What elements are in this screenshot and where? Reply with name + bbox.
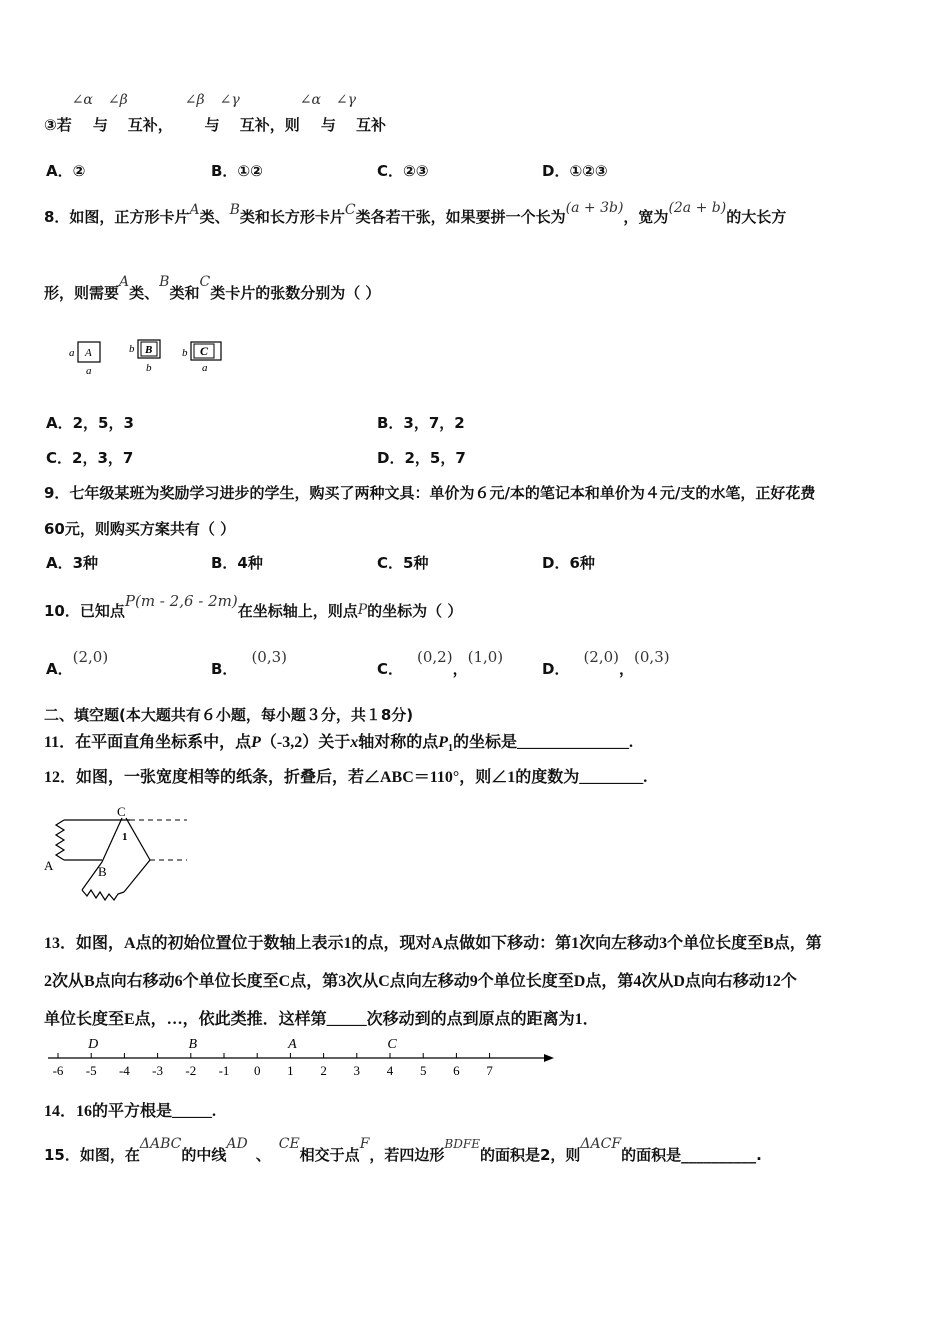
number-line-point-label: B [188,1037,198,1052]
fold-edge-right [126,818,150,860]
number-line-tick-label: -5 [85,1063,97,1078]
q10-text: 在坐标轴上，则点 [237,602,358,620]
q8-b2: B [159,274,170,290]
q7-angle-alpha: ∠α [71,92,93,108]
q10-option-b[interactable] [211,646,287,676]
fig-label-1: 1 [122,831,128,843]
number-line-arrow [544,1054,554,1062]
q10-c-value1: (0,2) [417,648,453,666]
q11-text: （-3,2）关于 [260,734,351,751]
q8-b: B [229,202,240,218]
q10-a-value: (2,0) [72,648,109,666]
q8-cards-figure [66,334,236,378]
q8-text: 的大长方 [726,208,787,226]
q8-text: 类、 [199,208,230,226]
q15-text: 的中线 [181,1146,227,1164]
q15-ad: AD [226,1136,248,1152]
card-c-label: C [200,344,209,358]
q15-text: 15．如图，在 [44,1146,140,1164]
card-a-bottom: a [86,365,92,377]
number-line-tick-label: 4 [386,1063,394,1078]
q7-angle-beta: ∠β [107,92,128,108]
q15-text: 的面积是__________. [621,1146,762,1164]
q11-text: 11．在平面直角坐标系中，点 [44,734,252,751]
q10-d-value1: (2,0) [583,648,620,666]
q15-text: ，若四边形 [369,1146,445,1164]
q7-angle-beta2: ∠β [184,92,205,108]
number-line-tick-label: 3 [353,1063,361,1078]
q7-angle-gamma: ∠γ [219,92,240,108]
q10-p: P [357,602,368,618]
q10-option-c[interactable] [377,646,503,676]
q8-length-expr: (a + 3b) [565,200,624,216]
q10-option-d[interactable] [542,646,670,676]
q10-c-sep: ， [452,660,468,678]
q8-width-expr: (2a + b) [668,200,727,216]
q13-line2: 2次从B点向右移动6个单位长度至C点，第3次从C点向左移动9个单位长度至D点，第4次从D点向右移动12个 [44,973,797,990]
q8-text: 形，则需要 [44,284,120,302]
q15-text: 、 [255,1146,271,1164]
q7-with2: 与 [204,116,220,134]
card-b-bottom: b [146,362,152,374]
q15-triangle-abc: ΔABC [139,1136,182,1152]
number-line-point-label: C [387,1037,397,1052]
q7-comp3: 互补 [356,116,387,134]
q8-text: 8．如图，正方形卡片 [44,208,190,226]
q12-folded-strip-figure [42,800,192,908]
q9-option-b[interactable]: B．4种 [211,554,263,572]
strip-torn-edge [56,820,64,860]
number-line-tick-label: -1 [218,1063,230,1078]
q10-point-expr: P(m - 2,6 - 2m) [124,592,238,610]
q10-b-label: B． [211,660,238,678]
q8-text: ，宽为 [623,208,669,226]
q7-option-c[interactable]: C．②③ [377,162,429,180]
q8-text: 类各若干张，如果要拼一个长为 [355,208,566,226]
q10-stem [44,590,462,620]
q10-d-sep: ， [619,660,635,678]
q8-line2 [44,270,380,304]
q15-triangle-acf: ΔACF [580,1136,622,1152]
number-line-tick-label: -6 [52,1063,64,1078]
q8-option-a[interactable]: A．2，5，3 [46,414,134,432]
q8-text: 类和 [169,284,200,302]
card-c-bottom: a [202,362,208,374]
q15 [44,1132,762,1166]
folded-torn-edge [82,890,124,900]
card-a-label: A [85,347,92,359]
q8-option-c[interactable]: C．2，3，7 [46,449,134,467]
card-a-side: a [69,347,75,359]
fig-label-a: A [44,858,54,873]
number-line-tick-label: 0 [253,1063,261,1078]
q8-option-b[interactable]: B．3，7，2 [377,414,465,432]
q9-option-d[interactable]: D．6种 [542,554,595,572]
q8-text: 类、 [129,284,160,302]
q7-option-b[interactable]: B．①② [211,162,263,180]
q15-bdfe: BDFE [444,1137,480,1151]
q8-line1 [44,198,786,232]
q7-comp: 互补， [127,116,173,134]
q11 [44,729,633,754]
number-line-tick-label: 7 [486,1063,493,1078]
q8-c: C [344,202,356,218]
q13-line3: 单位长度至E点，…，依此类推．这样第_____次移动到的点到原点的距离为1． [44,1011,599,1028]
card-c-side: b [182,347,188,359]
q11-text: 的坐标是______________. [453,734,634,751]
fig-label-c: C [117,804,126,819]
q15-text: 相交于点 [299,1146,360,1164]
number-line-tick-label: -3 [152,1063,164,1078]
q10-c-value2: (1,0) [467,648,504,666]
q12: 12．如图，一张宽度相等的纸条，折叠后，若∠ABC＝110°，则∠1的度数为________. [44,769,648,786]
q7-comp2: 互补，则 [239,116,300,134]
q10-text: 的坐标为（ ） [367,602,463,620]
q11-p: P [251,734,261,751]
number-line-point-label: D [88,1037,99,1052]
q7-with3: 与 [320,116,336,134]
q10-c-label: C． [377,660,404,678]
q7-angle-alpha2: ∠α [299,92,321,108]
q15-ce: CE [278,1136,300,1152]
q8-a2: A [119,274,130,290]
number-line-tick-label: 2 [320,1063,327,1078]
q10-d-value2: (0,3) [634,648,670,666]
q9-option-c[interactable]: C．5种 [377,554,429,572]
q7-option-a[interactable]: A．② [46,162,86,180]
q10-d-label: D． [542,660,570,678]
q15-text: 的面积是2，则 [479,1146,581,1164]
number-line-tick-label: 6 [453,1063,460,1078]
q11-text: 轴对称的点 [358,734,439,751]
section-2-heading: 二、填空题(本大题共有６小题，每小题３分，共１8分) [44,706,414,724]
card-b-label: B [145,344,153,356]
q8-text: 类卡片的张数分别为（ ） [210,284,381,302]
q11-p1-sub: 1 [448,743,454,755]
card-b-side: b [129,343,135,355]
q9-option-a[interactable]: A．3种 [46,554,99,572]
q13-line1: 13．如图，A点的初始位置位于数轴上表示1的点，现对A点做如下移动：第1次向左移动3个单位长度至B点，第 [44,935,822,952]
q10-text: 10．已知点 [44,602,125,620]
q7-option-d[interactable]: D．①②③ [542,162,608,180]
q13-number-line [44,1034,564,1080]
q9-line1: 9．七年级某班为奖励学习进步的学生，购买了两种文具：单价为６元/本的笔记本和单价为４元/支的水笔，正好花费 [44,484,816,502]
q10-option-a[interactable] [46,646,108,676]
q10-a-label: A． [46,660,73,678]
fig-label-b: B [98,864,107,879]
number-line-tick-label: -2 [185,1063,197,1078]
q15-f: F [359,1136,370,1152]
q7-with: 与 [92,116,108,134]
fold-line [102,818,122,862]
q11-p1: P [438,734,449,751]
q10-b-value: (0,3) [251,648,287,666]
q14: 14．16的平方根是_____. [44,1103,217,1120]
q8-option-d[interactable]: D．2，5，7 [377,449,466,467]
q7-prefix: ③若 [44,116,72,134]
q7-statement-3 [44,92,387,140]
q7-angle-gamma2: ∠γ [335,92,357,108]
q8-text: 类和长方形卡片 [239,208,345,226]
folded-part-right [124,860,150,892]
number-line-point-label: A [288,1037,297,1052]
q8-c2: C [199,274,211,290]
number-line-tick-label: 5 [419,1063,427,1078]
q8-a: A [189,202,200,218]
q9-line2: 60元，则购买方案共有（ ） [44,520,236,538]
q11-x: x [350,734,359,751]
number-line-tick-label: 1 [287,1063,294,1078]
number-line-tick-label: -4 [118,1063,130,1078]
